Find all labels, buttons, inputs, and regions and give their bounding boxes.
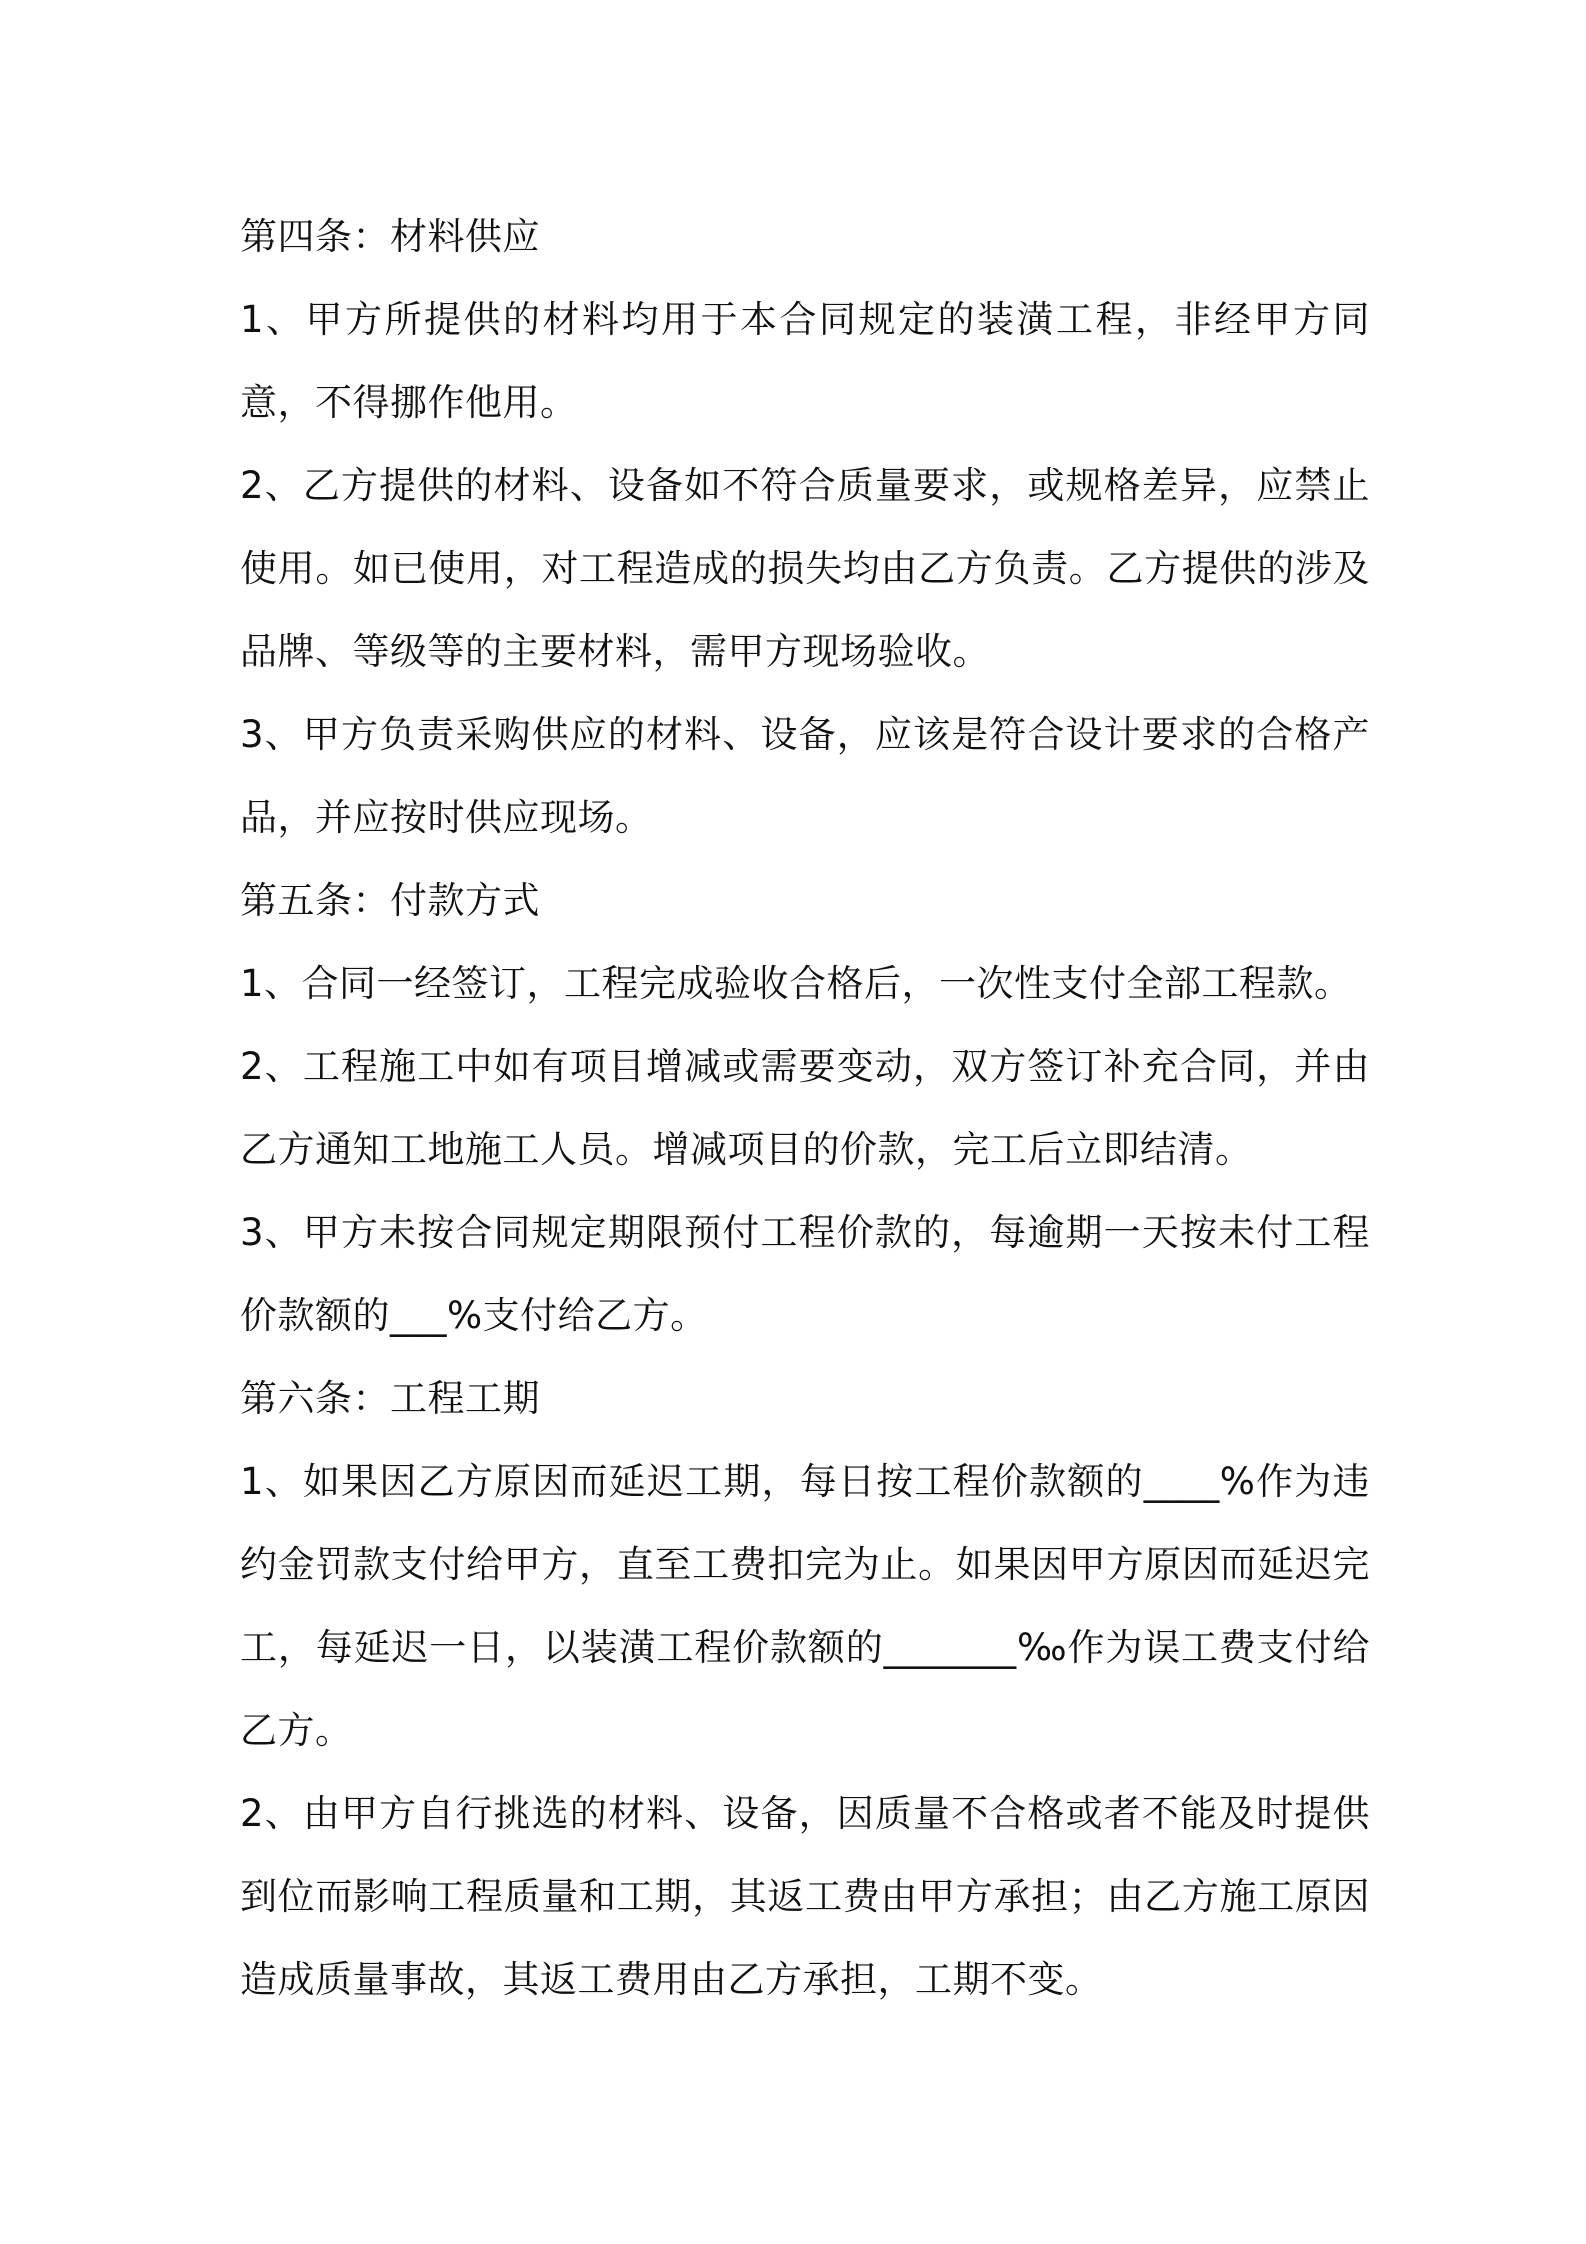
- article-4-clause-3: 3、甲方负责采购供应的材料、设备，应该是符合设计要求的合格产品，并应按时供应现场。: [240, 713, 1370, 839]
- contract-body: [240, 195, 1370, 2021]
- article-4-clause-2: 2、乙方提供的材料、设备如不符合质量要求，或规格差异，应禁止使用。如已使用，对工程造成的损失均由乙方负责。乙方提供的涉及品牌、等级等的主要材料，需甲方现场验收。: [240, 464, 1370, 673]
- article-5-clause-2: 2、工程施工中如有项目增减或需要变动，双方签订补充合同，并由乙方通知工地施工人员。增减项目的价款，完工后立即结清。: [240, 1045, 1370, 1171]
- article-5-clause-1: 1、合同一经签订，工程完成验收合格后，一次性支付全部工程款。: [240, 962, 1352, 1005]
- article-4-heading: 第四条：材料供应: [240, 215, 540, 258]
- article-4-clause-1: 1、甲方所提供的材料均用于本合同规定的装潢工程，非经甲方同意，不得挪作他用。: [240, 298, 1370, 424]
- article-6-clause-1: 1、如果因乙方原因而延迟工期，每日按工程价款额的____%作为违约金罚款支付给甲方，直至工费扣完为止。如果因甲方原因而延迟完工，每延迟一日，以装潢工程价款额的_______‰作为误工费支付给乙方。: [240, 1460, 1370, 1752]
- article-6-clause-2: 2、由甲方自行挑选的材料、设备，因质量不合格或者不能及时提供到位而影响工程质量和工期，其返工费由甲方承担；由乙方施工原因造成质量事故，其返工费用由乙方承担，工期不变。: [240, 1792, 1370, 2001]
- article-6-heading: 第六条：工程工期: [240, 1377, 540, 1420]
- article-5-clause-3: 3、甲方未按合同规定期限预付工程价款的，每逾期一天按未付工程价款额的___%支付给乙方。: [240, 1211, 1370, 1337]
- article-5-heading: 第五条：付款方式: [240, 879, 540, 922]
